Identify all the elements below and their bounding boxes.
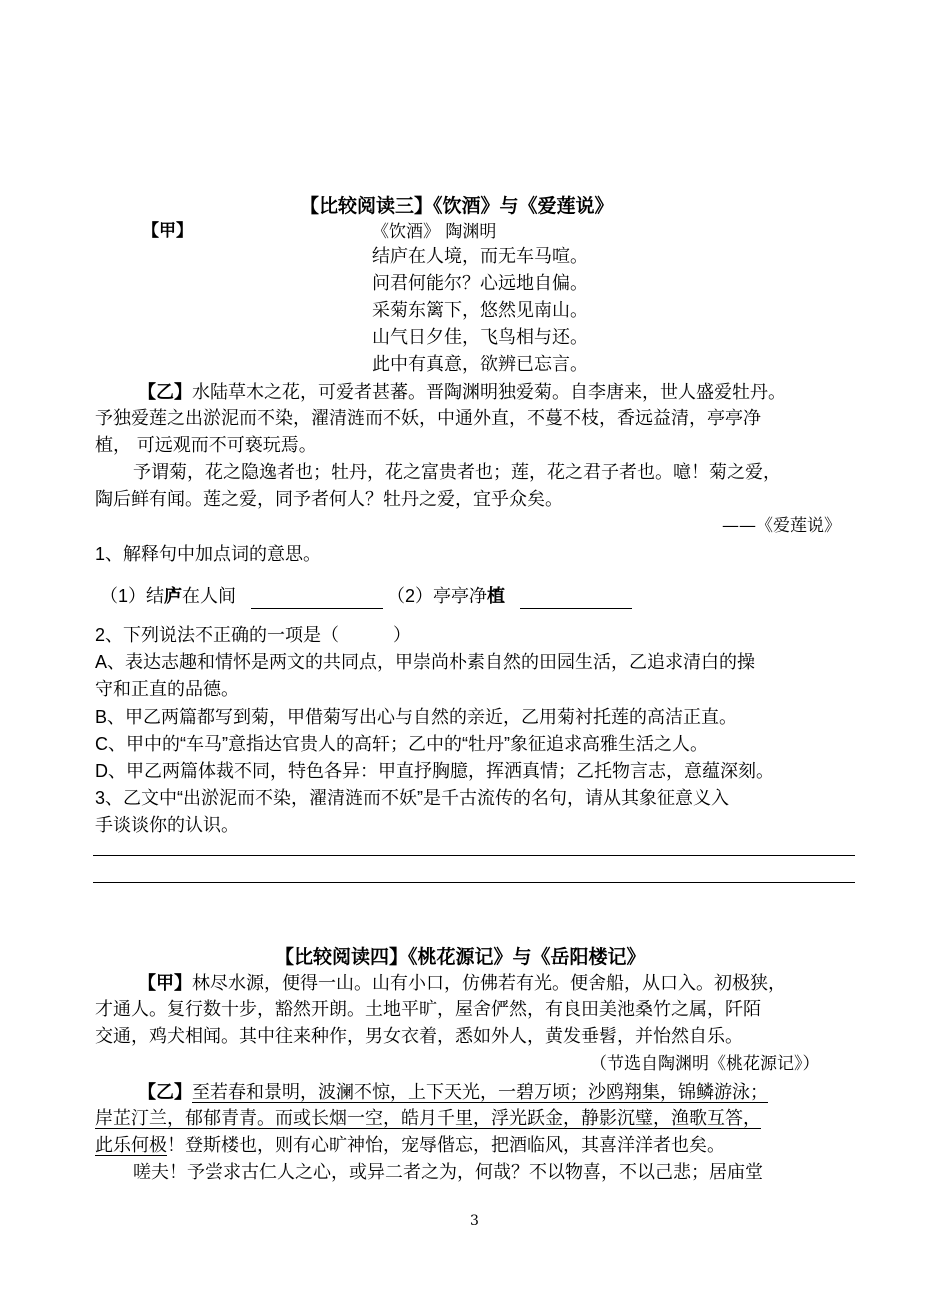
question-3: 3、乙文中“出淤泥而不染，濯清涟而不妖”是千古流传的名句，请从其象征意义入 (95, 788, 729, 808)
answer-blank-1[interactable] (251, 586, 383, 609)
section4-jia-line: 才通人。复行数十步，豁然开朗。土地平旷，屋舍俨然，有良田美池桑竹之属，阡陌 (95, 999, 761, 1020)
question-1: 1、解释句中加点词的意思。 (95, 544, 322, 564)
poem-line: 采菊东篱下，悠然见南山。 (372, 300, 588, 321)
section4-yi-line: 岸芷汀兰，郁郁青青。而或长烟一空，皓月千里，浮光跃金，静影沉璧，渔歌互答， (95, 1108, 761, 1129)
dotted-word: 庐 (164, 586, 183, 606)
poem-line: 结庐在人境，而无车马喧。 (372, 246, 588, 267)
section4-title: 【比较阅读四】《桃花源记》与《岳阳楼记》 (275, 946, 646, 968)
question-1-items: （1）结庐在人间 （2）亭亭净植 (100, 583, 632, 609)
question-2-option: A、表达志趣和情怀是两文的共同点，甲崇尚朴素自然的田园生活，乙追求清白的操 (95, 652, 756, 672)
answer-line[interactable] (93, 855, 855, 856)
page-number: 3 (470, 1213, 479, 1229)
question-2-option: C、甲中的“车马”意指达官贵人的高轩；乙中的“牡丹”象征追求高雅生活之人。 (95, 734, 708, 754)
section4-yi-line: 此乐何极！登斯楼也，则有心旷神怡，宠辱偕忘，把酒临风，其喜洋洋者也矣。 (95, 1135, 725, 1156)
section3-jia-label: 【甲】 (142, 221, 193, 240)
section4-jia-source: （节选自陶渊明《桃花源记》） (590, 1054, 820, 1074)
question-2-option: D、甲乙两篇体裁不同，特色各异：甲直抒胸臆，挥洒真情；乙托物言志，意蕴深刻。 (95, 761, 774, 781)
section3-yi-line: 植， 可远观而不可亵玩焉。 (95, 435, 317, 456)
question-2-option: B、甲乙两篇都写到菊，甲借菊写出心与自然的亲近，乙用菊衬托莲的高洁正直。 (95, 707, 738, 727)
section3-yi-line: 【乙】水陆草木之花，可爱者甚蕃。晋陶渊明独爱菊。自李唐来，世人盛爱牡丹。 (138, 382, 786, 403)
section4-jia-line: 【甲】林尽水源，便得一山。山有小口，仿佛若有光。便舍船，从口入。初极狭， (138, 973, 786, 994)
question-3: 手谈谈你的认识。 (95, 815, 239, 835)
poem-title: 《饮酒》 陶渊明 (372, 222, 497, 242)
section3-yi-line: 予独爱莲之出淤泥而不染，濯清涟而不妖，中通外直，不蔓不枝，香远益清，亭亭净 (95, 408, 761, 429)
section3-title: 【比较阅读三】《饮酒》与《爱莲说》 (300, 195, 614, 217)
section3-yi-line: 予谓菊，花之隐逸者也；牡丹，花之富贵者也；莲，花之君子者也。噫！菊之爱， (133, 462, 781, 483)
dotted-word: 植 (487, 586, 506, 606)
poem-line: 山气日夕佳，飞鸟相与还。 (372, 327, 588, 348)
section4-yi-line: 【乙】至若春和景明，波澜不惊，上下天光，一碧万顷；沙鸥翔集，锦鳞游泳； (138, 1082, 768, 1103)
section4-jia-line: 交通，鸡犬相闻。其中往来种作，男女衣着，悉如外人，黄发垂髫，并怡然自乐。 (95, 1026, 743, 1047)
question-2: 2、下列说法不正确的一项是（ ） (95, 625, 412, 645)
answer-line[interactable] (93, 882, 855, 883)
section4-yi-label: 【乙】 (138, 1082, 192, 1102)
poem-line: 此中有真意，欲辨已忘言。 (372, 354, 588, 375)
section3-yi-source: ——《爱莲说》 (722, 516, 841, 536)
question-2-option: 守和正直的品德。 (95, 679, 239, 699)
poem-line: 问君何能尔？心远地自偏。 (372, 273, 588, 294)
section3-yi-label: 【乙】 (138, 382, 192, 402)
section3-yi-line: 陶后鲜有闻。莲之爱，同予者何人？牡丹之爱，宜乎众矣。 (95, 489, 563, 510)
section4-jia-label: 【甲】 (138, 973, 192, 993)
answer-blank-2[interactable] (520, 586, 632, 609)
section4-yi-line: 嗟夫！予尝求古仁人之心，或异二者之为，何哉？不以物喜，不以己悲；居庙堂 (133, 1162, 763, 1183)
